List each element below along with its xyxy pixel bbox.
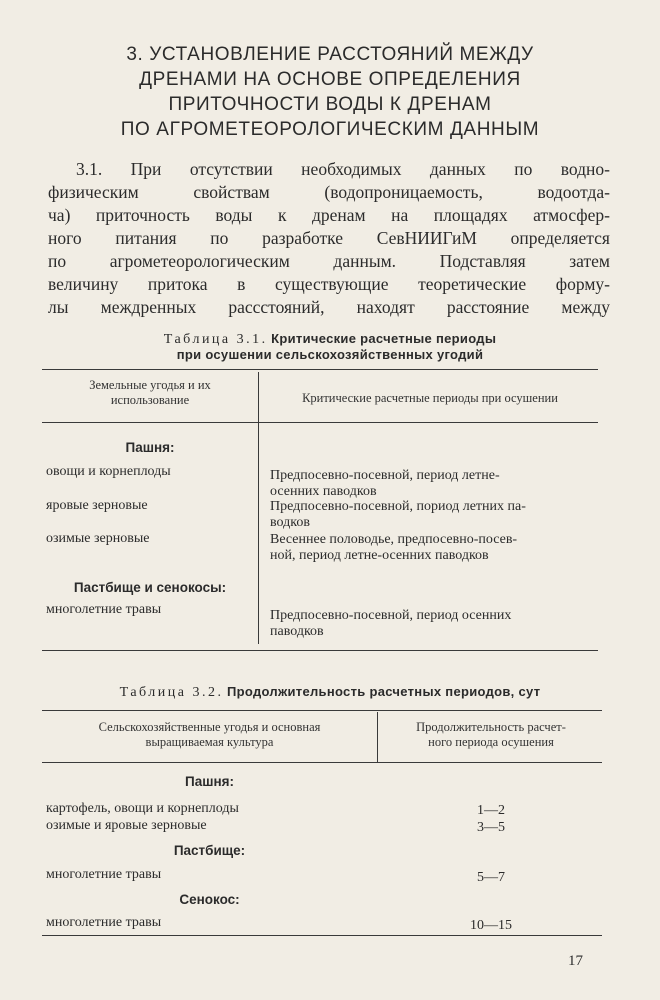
- table1-caption-title: Критические расчетные периоды: [271, 331, 497, 346]
- paragraph-line: лы междренных расcстояний, находят расстояние между: [48, 297, 610, 317]
- table1-caption-line2: [40, 346, 620, 365]
- table2-column-divider: [377, 712, 378, 762]
- table1-row-name: овощи и корнеплоды: [46, 464, 171, 479]
- table2-row-name: картофель, овощи и корнеплоды: [46, 801, 239, 816]
- table2-row-value: 1—2: [477, 803, 505, 818]
- header-text: Земельные угодья и их: [89, 378, 211, 392]
- heading-line: ДРЕНАМИ НА ОСНОВЕ ОПРЕДЕЛЕНИЯ: [139, 69, 521, 90]
- header-text: Сельскохозяйственные угодья и основная: [98, 720, 321, 734]
- table1-header-col1: [42, 378, 258, 408]
- table2-row-name: многолетние травы: [46, 915, 162, 930]
- table2-caption-title: Продолжительность расчетных периодов, сут: [227, 684, 541, 699]
- table2-group-pasture: Пастбище:: [173, 843, 246, 858]
- table1-caption-title-line2: при осушении сельскохозяйственных угодий: [176, 347, 484, 362]
- table2-caption: [40, 683, 620, 702]
- header-text: Продолжительность расчет-: [416, 720, 566, 734]
- heading-line: ПО АГРОМЕТЕОРОЛОГИЧЕСКИМ ДАННЫМ: [120, 119, 540, 140]
- table1-group-arable: Пашня:: [125, 440, 175, 455]
- value-text: Предпосевно-посевной, пориод летних па-: [270, 499, 526, 514]
- table1-group-pasture: Пастбище и сенокосы:: [73, 580, 227, 595]
- heading-line: ПРИТОЧНОСТИ ВОДЫ К ДРЕНАМ: [168, 94, 492, 115]
- table2-group-arable: Пашня:: [185, 774, 234, 789]
- value-text: Предпосевно-посевной, период летне-: [270, 468, 500, 483]
- header-text: ного периода осушения: [428, 735, 554, 749]
- table2-row-name: озимые и яровые зерновые: [46, 818, 207, 833]
- table1-top-rule: [42, 369, 598, 370]
- value-text: Весеннее половодье, предпосевно-посев-: [270, 532, 518, 547]
- table2-header-col1: [42, 720, 377, 750]
- table1-row-name: многолетние травы: [46, 602, 162, 617]
- table2-bottom-rule: [42, 935, 602, 936]
- paragraph-line: ча) приточность воды к дренам на площадях атмосфер-: [48, 205, 610, 225]
- table1-column-divider: [258, 372, 259, 644]
- table1-header-col2: Критические расчетные периоды при осушении: [302, 391, 558, 405]
- header-text: выращиваемая культура: [145, 735, 274, 749]
- section-heading: [40, 42, 620, 142]
- table2-row-value: 10—15: [470, 918, 512, 933]
- table1-row-name: яровые зерновые: [46, 498, 148, 513]
- table1-row-value: [270, 468, 500, 500]
- table1-header-rule: [42, 422, 598, 423]
- table1-caption-lead: Таблица 3.1.: [163, 332, 268, 347]
- table2-header-rule: [42, 762, 602, 763]
- header-text: использование: [110, 393, 190, 407]
- table1-row-value: [270, 532, 517, 564]
- paragraph-line: ного питания по разработке СевНИИГиМ определяется: [48, 228, 610, 248]
- body-paragraph: [48, 158, 610, 319]
- paragraph-line: величину притока в существующие теоретические форму-: [48, 274, 610, 294]
- paragraph-line: по агрометеорологическим данным. Подставляя затем: [48, 251, 610, 271]
- paragraph-line: 3.1. При отсутствии необходимых данных по водно-: [76, 159, 610, 179]
- page-number: 17: [568, 953, 583, 969]
- value-text: паводков: [270, 624, 324, 639]
- paragraph-line: физическим свойствам (водопроницаемость, водоотда-: [48, 182, 610, 202]
- value-text: Предпосевно-посевной, период осенних: [270, 608, 512, 623]
- value-text: ной, период летне-осенних паводков: [270, 548, 489, 563]
- table1-row-name: озимые зерновые: [46, 531, 150, 546]
- table1-row-value: [270, 499, 526, 531]
- table1-row-value: [270, 608, 511, 640]
- table2-top-rule: [42, 710, 602, 711]
- table2-header-col2: [380, 720, 602, 750]
- table2-row-value: 3—5: [477, 820, 505, 835]
- table1-bottom-rule: [42, 650, 598, 651]
- table2-row-name: многолетние травы: [46, 867, 162, 882]
- heading-line: 3. УСТАНОВЛЕНИЕ РАССТОЯНИЙ МЕЖДУ: [126, 44, 534, 65]
- table2-group-hayfield: Сенокос:: [179, 892, 240, 907]
- value-text: водков: [270, 515, 310, 530]
- table2-row-value: 5—7: [477, 870, 505, 885]
- value-text: осенних паводков: [270, 484, 377, 499]
- table2-caption-lead: Таблица 3.2.: [119, 685, 224, 700]
